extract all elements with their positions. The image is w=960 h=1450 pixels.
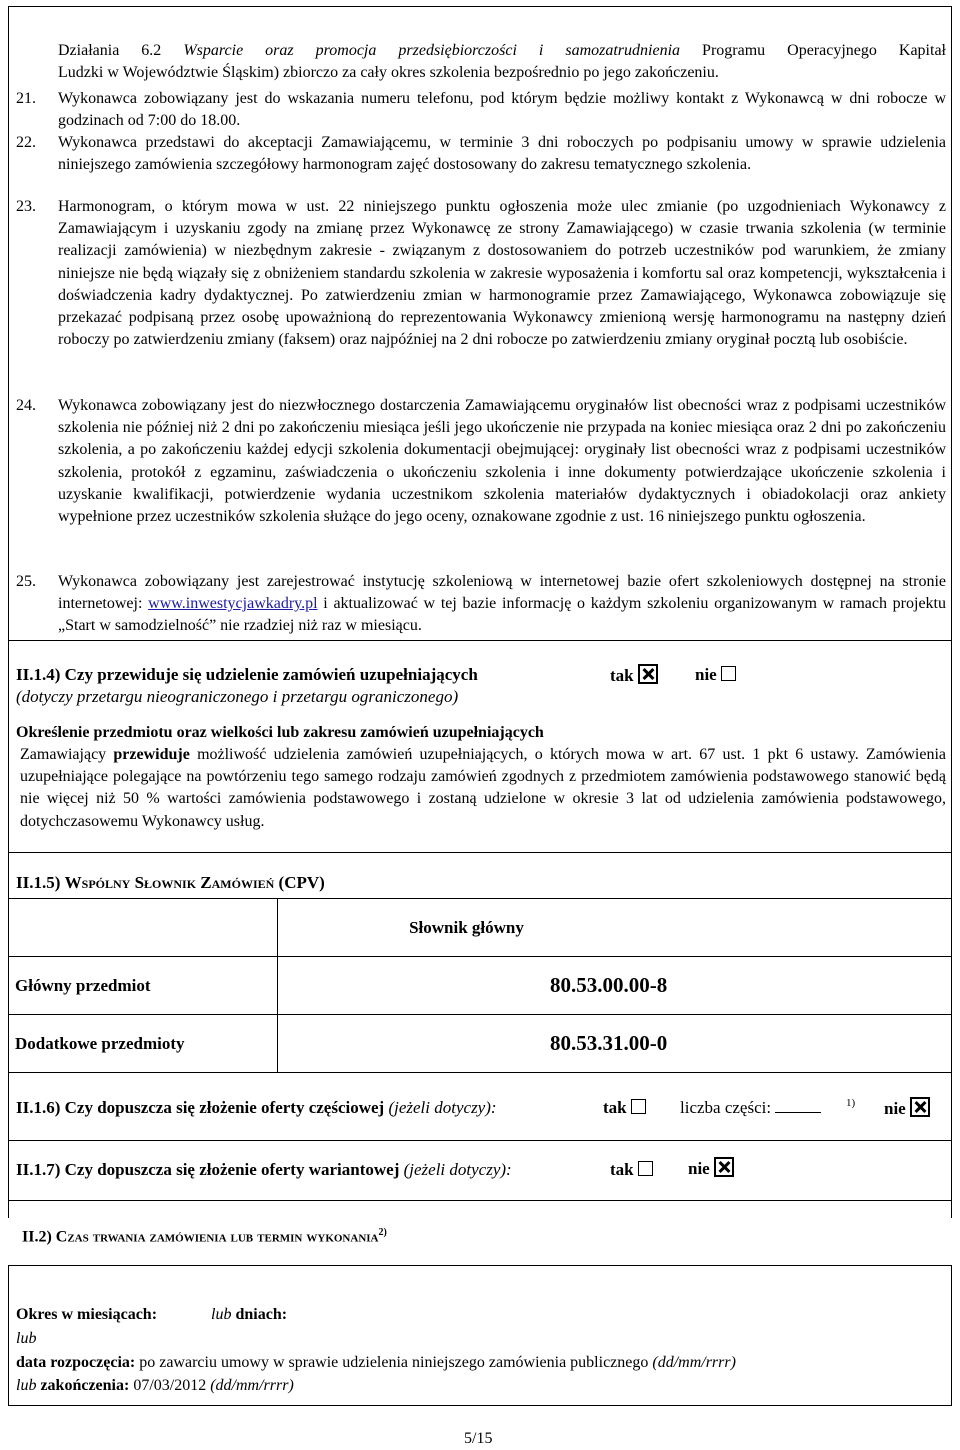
option-tak: tak (610, 664, 658, 687)
option-nie: nie (688, 1157, 734, 1180)
item-text: Wykonawca zobowiązany jest do wskazania numeru telefonu, pod którym będzie możliwy kontakt z Wykonawcą w dni robocze w godzinach od 7:00 do 18.00. (58, 90, 946, 130)
item-text: Wykonawca zobowiązany jest zarejestrować instytucję szkoleniową w internetowej bazie ofert szkoleniowych dostępnej na stronie internetowej: www.inwestycjawkadry.pl i aktualizować w tej bazie informację o każdym szkoleniu organizowanym w ramach projektu „Start w samodzielność” nie rzadziej niż raz w miesiącu. (58, 573, 946, 635)
cpv-row-label: Główny przedmiot (9, 957, 278, 1015)
item-text: Wykonawca przedstawi do akceptacji Zamawiającemu, w terminie 3 dni roboczych po podpisaniu umowy w sprawie udzielenia niniejszego zamówienia szczegółowy harmonogram zajęć dostosowany do zakresu tematycznego szkolenia. (58, 134, 946, 174)
section-2-heading: II.2) Czas trwania zamówienia lub termin wykonania$^{2)}$ (22, 1227, 387, 1246)
divider (8, 1200, 952, 1201)
cpv-row-code: 80.53.31.00-0 (278, 1015, 952, 1073)
cpv-row-code: 80.53.00.00-8 (278, 957, 952, 1015)
section-116-row: II.1.6) Czy dopuszcza się złożenie oferty częściowej (jeżeli dotyczy): (16, 1098, 497, 1117)
item-text: Wykonawca zobowiązany jest do niezwłocznego dostarczenia Zamawiającemu oryginałów list obecności wraz z podpisami uczestników szkolenia nie później niż 2 dni po zakończeniu miesiąca jeśli jego ukończenie nie przypada na koniec miesiąca oraz 2 dni po zakończeniu szkolenia, a po zakończeniu każdej edycji szkolenia dokumentacji obejmującej: oryginały list obecności wraz z podpisami uczestników szkolenia, protokół z egzaminu, zaświadczenia o ukończeniu szkolenia i inne dokumenty potwierdzające ukończenie szkolenia i uzyskanie kwalifikacji, potwierdzenie wydania uczestnikom szkolenia materiałów dydaktycznych i obiadokolacji oraz ankiety wypełnione przez uczestników szkolenia służące do jego oceny, oznakowane zgodnie z ust. 16 niniejszego punktu ogłoszenia. (58, 397, 946, 526)
item-number: 22. (16, 134, 36, 151)
cpv-empty-cell (9, 899, 278, 957)
option-nie: nie (884, 1097, 930, 1120)
list-item (16, 88, 946, 132)
cpv-row-label: Dodatkowe przedmioty (9, 1015, 278, 1073)
footnote-mark: 1) (846, 1097, 856, 1109)
nie-checkbox[interactable] (910, 1097, 930, 1117)
parts-count: liczba części: (680, 1097, 821, 1119)
nie-checkbox[interactable] (721, 666, 736, 681)
item-number: 25. (16, 573, 36, 590)
divider (8, 1140, 952, 1141)
frame-section-116-117 (8, 1072, 952, 1218)
tak-checkbox[interactable] (638, 664, 658, 684)
tak-checkbox[interactable] (631, 1099, 646, 1114)
start-date-row: data rozpoczęcia: po zawarciu umowy w sprawie udzielenia niniejszego zamówienia publicznego (dd/mm/rrrr) (16, 1354, 736, 1371)
intro-line-1: Działania 6.2 Wsparcie oraz promocja przedsiębiorczości i samozatrudnienia Programu Operacyjnego Kapitał (58, 42, 946, 59)
list-item (16, 571, 946, 638)
section-117-row: II.1.7) Czy dopuszcza się złożenie oferty wariantowej (jeżeli dotyczy): (16, 1160, 512, 1179)
section-115-heading: II.1.5) Wspólny Słownik Zamówień (CPV) (16, 873, 325, 892)
intro-line-2: Ludzki w Województwie Śląskim) zbiorczo za cały okres szkolenia bezpośrednio po jego zakończeniu. (58, 64, 719, 81)
nie-checkbox[interactable] (714, 1157, 734, 1177)
section-114-subheading: Określenie przedmiotu oraz wielkości lub zakresu zamówień uzupełniających (16, 724, 544, 741)
parts-count-field[interactable] (775, 1112, 821, 1113)
end-date-row: lub zakończenia: 07/03/2012 (dd/mm/rrrr) (16, 1377, 294, 1394)
section-114-body: Zamawiający przewiduje możliwość udzielenia zamówień uzupełniających, o których mowa w art. 67 ust. 1 pkt 6 ustawy. Zamówienia uzupełniające polegające na powtórzeniu tego samego rodzaju zamówień zgodnych z przedmiotem zamówienia podstawowego stanowić będą nie więcej niż 50 % wartości zamówienia podstawowego i zostaną udzielone w okresie 3 lat od udzielenia zamówienia podstawowego, dotychczasowemu Wykonawcy usług. (20, 746, 947, 830)
section-114-heading: II.1.4) Czy przewiduje się udzielenie zamówień uzupełniających (16, 665, 478, 684)
cpv-col-header: Słownik główny (278, 899, 952, 957)
option-nie: nie (695, 664, 736, 686)
tak-checkbox[interactable] (638, 1161, 653, 1176)
item-number: 24. (16, 397, 36, 414)
cpv-table (8, 898, 952, 1073)
item-number: 21. (16, 90, 36, 107)
list-item (16, 395, 946, 528)
item-text: Harmonogram, o którym mowa w ust. 22 niniejszego punktu ogłoszenia może ulec zmianie (po uzgodnieniach Wykonawcy z Zamawiającym i uzyskaniu zgody na zmianę przez Wykonawcę ze strony Zamawiającego) w czasie trwania szkolenia (w terminie realizacji zamówienia) w niezbędnym zakresie - związanym z dostosowaniem do potrzeb uczestników pod warunkiem, że zmiany niniejsze nie będą wiązały się z obniżeniem standardu szkolenia w zakresie wyposażenia i komfortu sal oraz kompetencji, wykształcenia i doświadczenia kadry dydaktycznej. Po zatwierdzeniu zmian w harmonogramie przez Zamawiającego, Wykonawca zobowiązuje się przekazać podpisaną przez osobę upoważnioną do reprezentowania Wykonawcy zmienioną wersję harmonogramu na następny dzień roboczy po zatwierdzeniu zmiany (faksem) oraz najpóźniej na 2 dni robocze po zatwierdzeniu zmiany oryginał pocztą lub osobiście. (58, 198, 946, 349)
list-item (16, 196, 946, 351)
item-number: 23. (16, 198, 36, 215)
duration-months-row: Okres w miesiącach: lub dniach: (16, 1306, 288, 1323)
page-number: 5/15 (464, 1430, 493, 1447)
duration-lub: lub (16, 1330, 37, 1347)
list-item (16, 132, 946, 176)
website-link[interactable]: www.inwestycjawkadry.pl (148, 595, 318, 613)
option-tak: tak (603, 1097, 646, 1119)
option-tak: tak (610, 1159, 653, 1181)
divider (8, 1405, 952, 1406)
section-114-note: (dotyczy przetargu nieograniczonego i przetargu ograniczonego) (16, 687, 459, 706)
